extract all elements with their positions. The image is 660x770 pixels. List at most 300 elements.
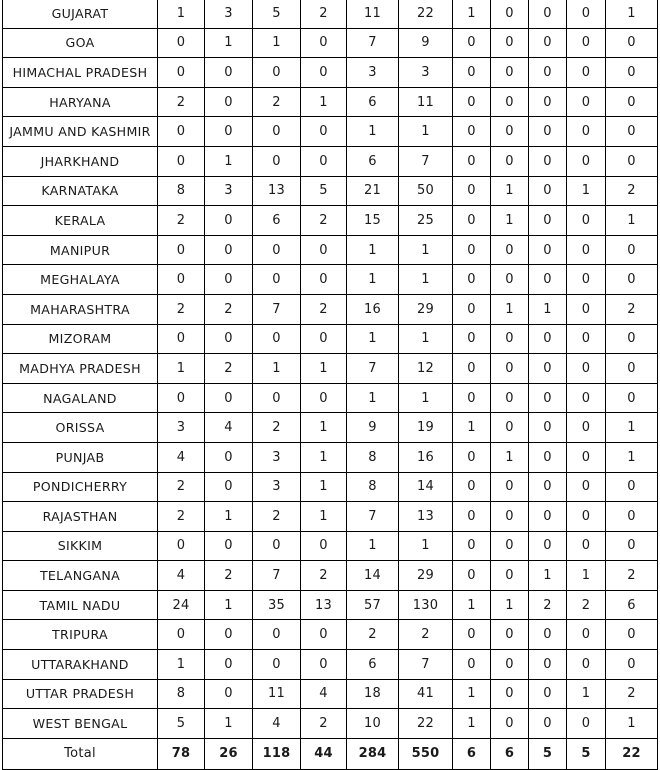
value-cell: 4 [158, 561, 205, 591]
value-cell: 0 [529, 324, 567, 354]
value-cell: 1 [399, 265, 453, 295]
table-row [3, 502, 658, 532]
value-cell: 8 [347, 472, 399, 502]
value-cell: 0 [491, 650, 529, 680]
value-cell: 12 [399, 354, 453, 384]
value-cell: 0 [491, 87, 529, 117]
value-cell: 35 [253, 590, 301, 620]
state-name-cell: MAHARASHTRA [3, 294, 158, 324]
value-cell: 2 [301, 294, 347, 324]
value-cell: 50 [399, 176, 453, 206]
value-cell: 0 [567, 294, 606, 324]
value-cell: 6 [606, 590, 658, 620]
value-cell: 41 [399, 679, 453, 709]
value-cell: 0 [453, 472, 491, 502]
total-value-cell: 78 [158, 738, 205, 769]
value-cell: 0 [453, 206, 491, 236]
value-cell: 22 [399, 709, 453, 739]
value-cell: 6 [347, 146, 399, 176]
state-name-cell: MIZORAM [3, 324, 158, 354]
value-cell: 0 [205, 235, 253, 265]
value-cell: 0 [453, 650, 491, 680]
total-value-cell: 26 [205, 738, 253, 769]
value-cell: 1 [253, 354, 301, 384]
value-cell: 1 [399, 383, 453, 413]
value-cell: 0 [491, 0, 529, 28]
value-cell: 2 [301, 709, 347, 739]
table-row [3, 235, 658, 265]
value-cell: 0 [253, 650, 301, 680]
value-cell: 0 [301, 146, 347, 176]
value-cell: 2 [301, 206, 347, 236]
value-cell: 0 [253, 58, 301, 88]
value-cell: 1 [399, 324, 453, 354]
value-cell: 0 [606, 383, 658, 413]
value-cell: 0 [158, 383, 205, 413]
value-cell: 3 [205, 176, 253, 206]
value-cell: 7 [347, 502, 399, 532]
value-cell: 6 [253, 206, 301, 236]
value-cell: 1 [491, 176, 529, 206]
value-cell: 2 [205, 294, 253, 324]
value-cell: 13 [399, 502, 453, 532]
table-row [3, 620, 658, 650]
state-name-cell: TELANGANA [3, 561, 158, 591]
state-name-cell: RAJASTHAN [3, 502, 158, 532]
state-data-table [2, 0, 658, 770]
value-cell: 1 [205, 590, 253, 620]
value-cell: 0 [253, 235, 301, 265]
value-cell: 5 [253, 0, 301, 28]
value-cell: 0 [205, 87, 253, 117]
value-cell: 3 [253, 442, 301, 472]
value-cell: 3 [347, 58, 399, 88]
value-cell: 0 [253, 324, 301, 354]
value-cell: 0 [567, 383, 606, 413]
value-cell: 1 [205, 146, 253, 176]
value-cell: 0 [567, 58, 606, 88]
value-cell: 130 [399, 590, 453, 620]
state-name-cell: JHARKHAND [3, 146, 158, 176]
value-cell: 5 [301, 176, 347, 206]
value-cell: 0 [529, 206, 567, 236]
value-cell: 0 [453, 531, 491, 561]
state-name-cell: PUNJAB [3, 442, 158, 472]
state-name-cell: WEST BENGAL [3, 709, 158, 739]
value-cell: 0 [606, 146, 658, 176]
value-cell: 0 [529, 650, 567, 680]
value-cell: 0 [606, 235, 658, 265]
state-name-cell: TRIPURA [3, 620, 158, 650]
value-cell: 0 [491, 354, 529, 384]
value-cell: 0 [453, 117, 491, 147]
value-cell: 7 [399, 146, 453, 176]
value-cell: 0 [491, 413, 529, 443]
value-cell: 2 [253, 87, 301, 117]
value-cell: 1 [301, 502, 347, 532]
value-cell: 0 [205, 324, 253, 354]
value-cell: 29 [399, 294, 453, 324]
value-cell: 1 [347, 117, 399, 147]
value-cell: 1 [491, 206, 529, 236]
value-cell: 11 [399, 87, 453, 117]
table-row [3, 709, 658, 739]
value-cell: 1 [491, 294, 529, 324]
value-cell: 0 [606, 620, 658, 650]
value-cell: 4 [301, 679, 347, 709]
table-row [3, 650, 658, 680]
table-row [3, 354, 658, 384]
value-cell: 0 [453, 383, 491, 413]
value-cell: 24 [158, 590, 205, 620]
value-cell: 0 [529, 709, 567, 739]
state-name-cell: HIMACHAL PRADESH [3, 58, 158, 88]
value-cell: 0 [301, 28, 347, 58]
value-cell: 14 [399, 472, 453, 502]
value-cell: 1 [606, 413, 658, 443]
value-cell: 0 [529, 117, 567, 147]
value-cell: 1 [453, 413, 491, 443]
value-cell: 2 [301, 561, 347, 591]
value-cell: 0 [529, 620, 567, 650]
value-cell: 2 [606, 679, 658, 709]
value-cell: 1 [205, 502, 253, 532]
value-cell: 0 [158, 58, 205, 88]
value-cell: 0 [567, 354, 606, 384]
value-cell: 0 [606, 472, 658, 502]
value-cell: 1 [301, 472, 347, 502]
table-row [3, 531, 658, 561]
table-row [3, 87, 658, 117]
value-cell: 0 [453, 87, 491, 117]
value-cell: 0 [567, 620, 606, 650]
value-cell: 0 [567, 531, 606, 561]
total-value-cell: 284 [347, 738, 399, 769]
table-row [3, 590, 658, 620]
value-cell: 0 [567, 265, 606, 295]
value-cell: 2 [399, 620, 453, 650]
value-cell: 0 [453, 146, 491, 176]
value-cell: 1 [567, 679, 606, 709]
value-cell: 0 [606, 502, 658, 532]
table-row [3, 561, 658, 591]
value-cell: 0 [491, 58, 529, 88]
value-cell: 8 [347, 442, 399, 472]
value-cell: 11 [253, 679, 301, 709]
value-cell: 16 [399, 442, 453, 472]
value-cell: 0 [529, 679, 567, 709]
value-cell: 7 [347, 354, 399, 384]
value-cell: 0 [205, 206, 253, 236]
value-cell: 0 [301, 531, 347, 561]
value-cell: 0 [453, 28, 491, 58]
value-cell: 2 [158, 472, 205, 502]
value-cell: 0 [606, 265, 658, 295]
state-name-cell: GUJARAT [3, 0, 158, 28]
value-cell: 1 [399, 117, 453, 147]
value-cell: 0 [529, 176, 567, 206]
value-cell: 0 [606, 324, 658, 354]
value-cell: 1 [158, 650, 205, 680]
value-cell: 1 [453, 590, 491, 620]
value-cell: 0 [529, 354, 567, 384]
total-value-cell: 5 [567, 738, 606, 769]
value-cell: 0 [301, 58, 347, 88]
table-row [3, 472, 658, 502]
value-cell: 0 [567, 87, 606, 117]
value-cell: 10 [347, 709, 399, 739]
value-cell: 15 [347, 206, 399, 236]
value-cell: 13 [301, 590, 347, 620]
value-cell: 0 [567, 442, 606, 472]
value-cell: 1 [606, 709, 658, 739]
value-cell: 1 [347, 235, 399, 265]
table-row [3, 117, 658, 147]
value-cell: 0 [529, 502, 567, 532]
value-cell: 0 [205, 531, 253, 561]
value-cell: 1 [399, 531, 453, 561]
value-cell: 0 [606, 28, 658, 58]
value-cell: 4 [158, 442, 205, 472]
value-cell: 0 [567, 117, 606, 147]
value-cell: 22 [399, 0, 453, 28]
table-row [3, 324, 658, 354]
value-cell: 3 [253, 472, 301, 502]
value-cell: 1 [158, 0, 205, 28]
table-row [3, 413, 658, 443]
value-cell: 2 [606, 176, 658, 206]
value-cell: 0 [567, 0, 606, 28]
value-cell: 0 [567, 709, 606, 739]
value-cell: 0 [491, 146, 529, 176]
state-name-cell: TAMIL NADU [3, 590, 158, 620]
value-cell: 1 [399, 235, 453, 265]
table-row [3, 265, 658, 295]
value-cell: 7 [347, 28, 399, 58]
value-cell: 2 [205, 561, 253, 591]
value-cell: 0 [567, 413, 606, 443]
total-value-cell: 118 [253, 738, 301, 769]
value-cell: 0 [253, 383, 301, 413]
value-cell: 0 [491, 235, 529, 265]
total-value-cell: 550 [399, 738, 453, 769]
value-cell: 14 [347, 561, 399, 591]
table-row [3, 442, 658, 472]
value-cell: 0 [529, 265, 567, 295]
value-cell: 0 [301, 265, 347, 295]
value-cell: 1 [491, 442, 529, 472]
total-value-cell: 6 [453, 738, 491, 769]
value-cell: 2 [158, 87, 205, 117]
value-cell: 0 [158, 620, 205, 650]
value-cell: 0 [491, 265, 529, 295]
state-name-cell: ORISSA [3, 413, 158, 443]
value-cell: 0 [453, 561, 491, 591]
value-cell: 1 [301, 87, 347, 117]
value-cell: 0 [253, 620, 301, 650]
state-name-cell: JAMMU AND KASHMIR [3, 117, 158, 147]
value-cell: 1 [453, 0, 491, 28]
table-row [3, 0, 658, 28]
value-cell: 2 [606, 561, 658, 591]
value-cell: 0 [453, 502, 491, 532]
value-cell: 0 [567, 650, 606, 680]
value-cell: 0 [567, 235, 606, 265]
value-cell: 1 [205, 28, 253, 58]
value-cell: 7 [253, 294, 301, 324]
value-cell: 0 [205, 620, 253, 650]
value-cell: 2 [567, 590, 606, 620]
table-row [3, 146, 658, 176]
value-cell: 0 [606, 87, 658, 117]
value-cell: 2 [158, 206, 205, 236]
value-cell: 0 [205, 383, 253, 413]
value-cell: 1 [301, 413, 347, 443]
value-cell: 1 [529, 561, 567, 591]
state-name-cell: MANIPUR [3, 235, 158, 265]
value-cell: 1 [301, 442, 347, 472]
state-name-cell: GOA [3, 28, 158, 58]
value-cell: 1 [567, 561, 606, 591]
value-cell: 2 [205, 354, 253, 384]
value-cell: 0 [301, 383, 347, 413]
value-cell: 0 [529, 413, 567, 443]
value-cell: 0 [567, 502, 606, 532]
value-cell: 25 [399, 206, 453, 236]
value-cell: 1 [347, 531, 399, 561]
value-cell: 1 [606, 0, 658, 28]
value-cell: 2 [606, 294, 658, 324]
value-cell: 29 [399, 561, 453, 591]
value-cell: 6 [347, 650, 399, 680]
value-cell: 0 [301, 650, 347, 680]
state-name-cell: UTTARAKHAND [3, 650, 158, 680]
value-cell: 0 [491, 28, 529, 58]
total-value-cell: 5 [529, 738, 567, 769]
value-cell: 0 [491, 472, 529, 502]
value-cell: 0 [253, 531, 301, 561]
value-cell: 1 [606, 442, 658, 472]
value-cell: 19 [399, 413, 453, 443]
value-cell: 0 [606, 58, 658, 88]
value-cell: 0 [158, 265, 205, 295]
value-cell: 2 [347, 620, 399, 650]
value-cell: 0 [529, 87, 567, 117]
value-cell: 8 [158, 679, 205, 709]
value-cell: 1 [347, 383, 399, 413]
value-cell: 2 [529, 590, 567, 620]
value-cell: 2 [301, 0, 347, 28]
value-cell: 18 [347, 679, 399, 709]
value-cell: 0 [158, 324, 205, 354]
value-cell: 0 [529, 146, 567, 176]
value-cell: 0 [453, 620, 491, 650]
value-cell: 0 [491, 679, 529, 709]
value-cell: 0 [158, 28, 205, 58]
value-cell: 0 [567, 324, 606, 354]
value-cell: 0 [453, 176, 491, 206]
value-cell: 0 [491, 117, 529, 147]
value-cell: 0 [158, 146, 205, 176]
value-cell: 0 [567, 472, 606, 502]
value-cell: 0 [158, 531, 205, 561]
state-name-cell: UTTAR PRADESH [3, 679, 158, 709]
value-cell: 0 [453, 442, 491, 472]
value-cell: 0 [453, 354, 491, 384]
value-cell: 5 [158, 709, 205, 739]
value-cell: 0 [205, 679, 253, 709]
value-cell: 1 [529, 294, 567, 324]
state-name-cell: MEGHALAYA [3, 265, 158, 295]
table-row [3, 679, 658, 709]
value-cell: 0 [453, 235, 491, 265]
state-name-cell: NAGALAND [3, 383, 158, 413]
value-cell: 0 [529, 235, 567, 265]
value-cell: 0 [567, 146, 606, 176]
value-cell: 1 [205, 709, 253, 739]
total-label: Total [3, 738, 158, 769]
value-cell: 9 [347, 413, 399, 443]
value-cell: 0 [529, 442, 567, 472]
value-cell: 0 [491, 502, 529, 532]
value-cell: 21 [347, 176, 399, 206]
value-cell: 0 [529, 28, 567, 58]
state-name-cell: KERALA [3, 206, 158, 236]
state-name-cell: MADHYA PRADESH [3, 354, 158, 384]
value-cell: 0 [205, 117, 253, 147]
value-cell: 1 [491, 590, 529, 620]
value-cell: 2 [158, 502, 205, 532]
value-cell: 0 [453, 294, 491, 324]
value-cell: 4 [253, 709, 301, 739]
state-name-cell: KARNATAKA [3, 176, 158, 206]
value-cell: 0 [491, 709, 529, 739]
value-cell: 0 [606, 117, 658, 147]
value-cell: 1 [253, 28, 301, 58]
value-cell: 57 [347, 590, 399, 620]
value-cell: 0 [567, 206, 606, 236]
value-cell: 0 [606, 650, 658, 680]
value-cell: 0 [253, 117, 301, 147]
value-cell: 6 [347, 87, 399, 117]
value-cell: 0 [606, 354, 658, 384]
value-cell: 0 [205, 58, 253, 88]
value-cell: 7 [399, 650, 453, 680]
total-value-cell: 6 [491, 738, 529, 769]
value-cell: 8 [158, 176, 205, 206]
total-value-cell: 44 [301, 738, 347, 769]
value-cell: 16 [347, 294, 399, 324]
value-cell: 0 [491, 531, 529, 561]
value-cell: 0 [529, 472, 567, 502]
value-cell: 0 [453, 324, 491, 354]
value-cell: 0 [529, 0, 567, 28]
state-name-cell: HARYANA [3, 87, 158, 117]
value-cell: 3 [205, 0, 253, 28]
table-row [3, 58, 658, 88]
value-cell: 0 [205, 472, 253, 502]
value-cell: 0 [158, 235, 205, 265]
value-cell: 0 [491, 620, 529, 650]
value-cell: 0 [529, 383, 567, 413]
value-cell: 2 [253, 413, 301, 443]
table-row [3, 206, 658, 236]
table-row [3, 28, 658, 58]
value-cell: 0 [205, 442, 253, 472]
state-name-cell: SIKKIM [3, 531, 158, 561]
value-cell: 0 [491, 561, 529, 591]
value-cell: 1 [606, 206, 658, 236]
